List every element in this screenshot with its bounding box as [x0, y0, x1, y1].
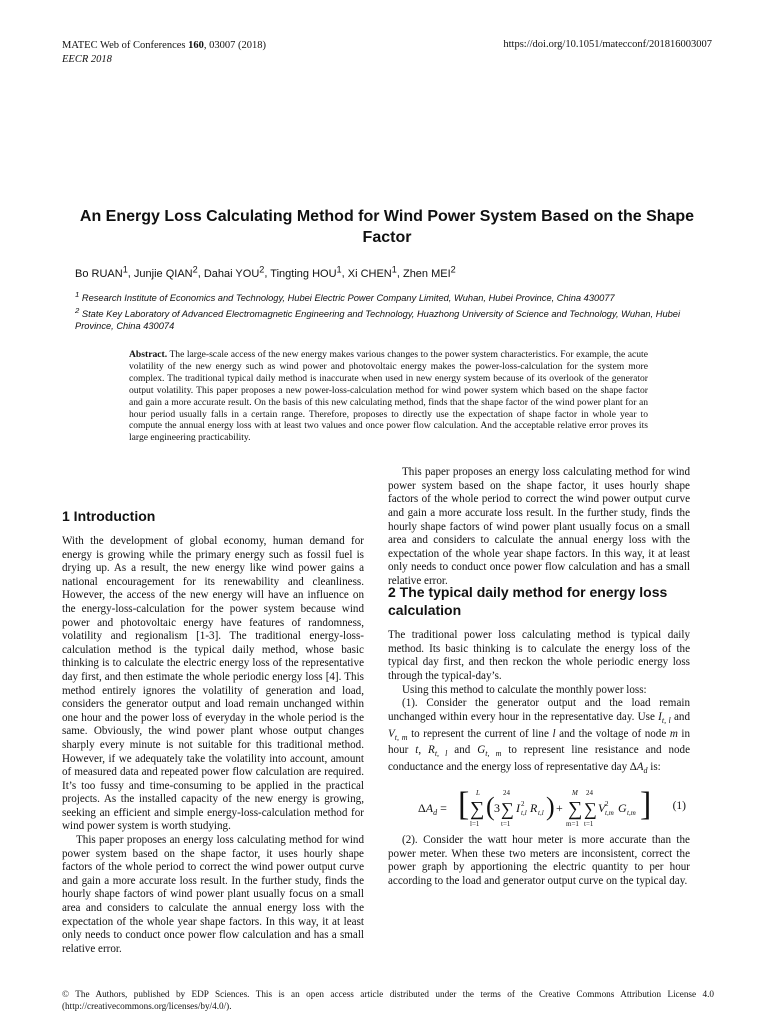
article-number: , 03007 (2018)	[203, 40, 266, 51]
volume-number: 160	[188, 40, 204, 51]
svg-text:R: R	[530, 801, 538, 816]
author: Bo RUAN$^1$	[75, 264, 128, 280]
method-paragraph-1: The traditional power loss calculating method is typical daily method. Its basic thinking is to calculate the energy loss of the typical day first, and then reckon the whole periodic energy loss through the typical-day’s.	[388, 629, 690, 682]
affiliation-1: $^1$ Research Institute of Economics and Technology, Hubei Electric Power Company Limited, Wuhan, Hubei Province, China 430077	[75, 290, 615, 304]
svg-text:∑: ∑	[501, 799, 514, 820]
svg-text:t,m: t,m	[627, 809, 636, 818]
affiliation-2: $^2$ State Key Laboratory of Advanced Electromagnetic Engineering and Technology, Huazhong University of Science and Technology, Wuhan, Hubei Province, China 430074	[75, 305, 681, 331]
method-paragraph-4: (2). Consider the watt hour meter is more accurate than the power meter. When these two meters are inconsistent, correct the power graph by apportioning the electric quantity to per hour according to the load and generator output curve on the typical day.	[388, 834, 690, 887]
svg-text:t,m: t,m	[605, 809, 614, 818]
author: Tingting HOU$^1$	[270, 264, 342, 280]
author: Xi CHEN$^1$	[347, 264, 397, 280]
section-heading-introduction: 1 Introduction	[62, 508, 156, 524]
svg-text:t=1: t=1	[584, 820, 594, 829]
intro-paragraph-2: This paper proposes an energy loss calculating method for wind power system based on the shape factor, it uses hourly shape factors of the whole period to correct the wind power output curve and gain a more accurate loss result. In the further study, finds the hourly shape factors of wind power plant usually focus on a small area and considers to calculate the annual energy loss with the expectation of the whole year shape factors. In this way, it at least only needs to conduct once power flow calculation and has a small relative error.	[62, 834, 364, 955]
intro-paragraph-2-continued: This paper proposes an energy loss calculating method for wind power system based on the shape factor, it uses hourly shape factors of the whole period to correct the wind power output curve and gain a more accurate loss result. In the further study, finds the hourly shape factors of wind power plant usually focus on a small area and considers to calculate the annual energy loss with the expectation of the whole year shape factors. In this way, it at least only needs to conduct once power flow calculation and has a small relative error.	[388, 466, 690, 587]
svg-text:ΔAd =: $\Delta A_d$ =	[418, 801, 447, 818]
svg-text:2: 2	[605, 800, 609, 809]
author: Junjie QIAN$^2$	[133, 264, 198, 280]
section-heading-typical-daily-method: 2 The typical daily method for energy loss calculation	[388, 584, 668, 619]
svg-text:L: L	[476, 789, 480, 798]
svg-text:m=1: m=1	[566, 820, 579, 829]
equation-number: (1)	[672, 800, 686, 813]
author: Dahai YOU$^2$	[203, 264, 265, 280]
doi-link[interactable]: https://doi.org/10.1051/matecconf/201816003007	[503, 39, 712, 50]
conference-name: EECR 2018	[62, 54, 112, 65]
svg-text:∑: ∑	[568, 798, 583, 821]
svg-text:3: 3	[494, 801, 500, 816]
intro-paragraph-1: With the development of global economy, human demand for energy is growing while the primary energy such as fossil fuel is drying up. As a result, the new energy like wind power gains a national encouragement for its renewability and cleanliness. However, the access of the new energy will have an influence on the energy-loss-calculation for the power system because wind power and photovoltaic energy have features of randomness, volatility and regionalism [1-3]. The traditional energy-loss-calculation method is the typical daily method, whose basic thinking is to calculate the electric energy loss of the representative day first, and then estimate the whole periodic energy loss [4]. This method entirely ignores the volatility of generation and load, considers the generator output and load remain unchanged within one hour and the power loss of everyday in the whole period is the same. Obviously, the wind power plant whose output changes sharply every minute is not suitable for this traditional method. However, if we adequately take the volatility into account, amount of measured data and repeated power flow calculation are required. It’s too fussy and time-consuming to be applied in the practical projects. As the installed capacity of the new energy is growing, seeking an efficient and simple energy-loss-calculation method for wind power system is worth studying.	[62, 535, 364, 833]
license-footer: © The Authors, published by EDP Sciences. This is an open access article distributed under the terms of the Creative Commons Attribution License 4.0 (http://creativecommons.org/licenses/by/4.0/).	[62, 989, 714, 1011]
svg-text:t,l: t,l	[521, 809, 527, 818]
svg-text:[: [	[458, 786, 470, 824]
journal-name: MATEC Web of Conferences	[62, 40, 189, 51]
svg-text:I: I	[516, 801, 520, 816]
svg-text:]: ]	[640, 786, 652, 824]
svg-text:24: 24	[586, 789, 593, 798]
svg-text:t=1: t=1	[501, 820, 511, 829]
method-paragraph-3: (1). Consider the generator output and the load remain unchanged within every hour in the representative day. Use $I_{t, l}$ and $V_{t, m}$ to represent the current of line l and the voltage of node m in hour t, $R_{t, l}$ and $G_{t, m}$ to represent line resistance and node conductance and the energy loss of representative day $\Delta A_d$ is:	[388, 697, 691, 776]
svg-text:l=1: l=1	[470, 820, 480, 829]
method-paragraph-2: Using this method to calculate the monthly power loss:	[402, 683, 647, 696]
svg-text:G: G	[618, 801, 627, 816]
author: Zhen MEI$^2$	[402, 264, 456, 280]
svg-text:M: M	[572, 789, 578, 798]
svg-text:V: V	[598, 801, 606, 816]
svg-text:): )	[546, 792, 555, 822]
running-header-left	[62, 39, 266, 67]
author-list: Bo RUAN$^1$, Junjie QIAN$^2$, Dahai YOU$^2$, Tingting HOU$^1$, Xi CHEN$^1$, Zhen MEI$^2$	[75, 264, 456, 280]
journal-line	[62, 39, 266, 53]
svg-text:24: 24	[503, 789, 510, 798]
left-column	[62, 507, 364, 955]
equation-1-formula	[388, 782, 690, 832]
svg-text:+: +	[556, 801, 563, 816]
svg-text:∑: ∑	[584, 799, 597, 820]
svg-text:t,l: t,l	[538, 809, 544, 818]
paper-title: An Energy Loss Calculating Method for Wind Power System Based on the Shape Factor	[79, 208, 695, 246]
svg-text:2: 2	[521, 800, 525, 809]
abstract-label: Abstract.	[129, 349, 168, 360]
right-column	[388, 466, 691, 888]
abstract	[129, 349, 648, 444]
svg-text:∑: ∑	[470, 798, 485, 821]
abstract-text: The large-scale access of the new energy makes various changes to the power system characteristics. For example, the acute volatility of the new energy such as wind power and photovoltaic energy makes the power-loss-calculation for the system more complex. The traditional typical daily method is inaccurate when used in new energy system because of its overlook of the generator output volatility. This paper proposes a new power-loss-calculation method for wind power system which based on the shape factor and gain a more accurate result. On the basis of this new calculating method, finds that the shape factor of the wind power plant for an hour period usually falls in a certain range. Therefore, proposes to directly use the expectation of shape factor in whole year to compute the annual energy loss with at least two values and once power flow calculation. And the acceptable relative error proves its large engineering practicability.	[129, 349, 648, 444]
svg-text:(: (	[486, 792, 495, 822]
equation-1	[388, 782, 690, 832]
affiliations	[75, 289, 715, 333]
